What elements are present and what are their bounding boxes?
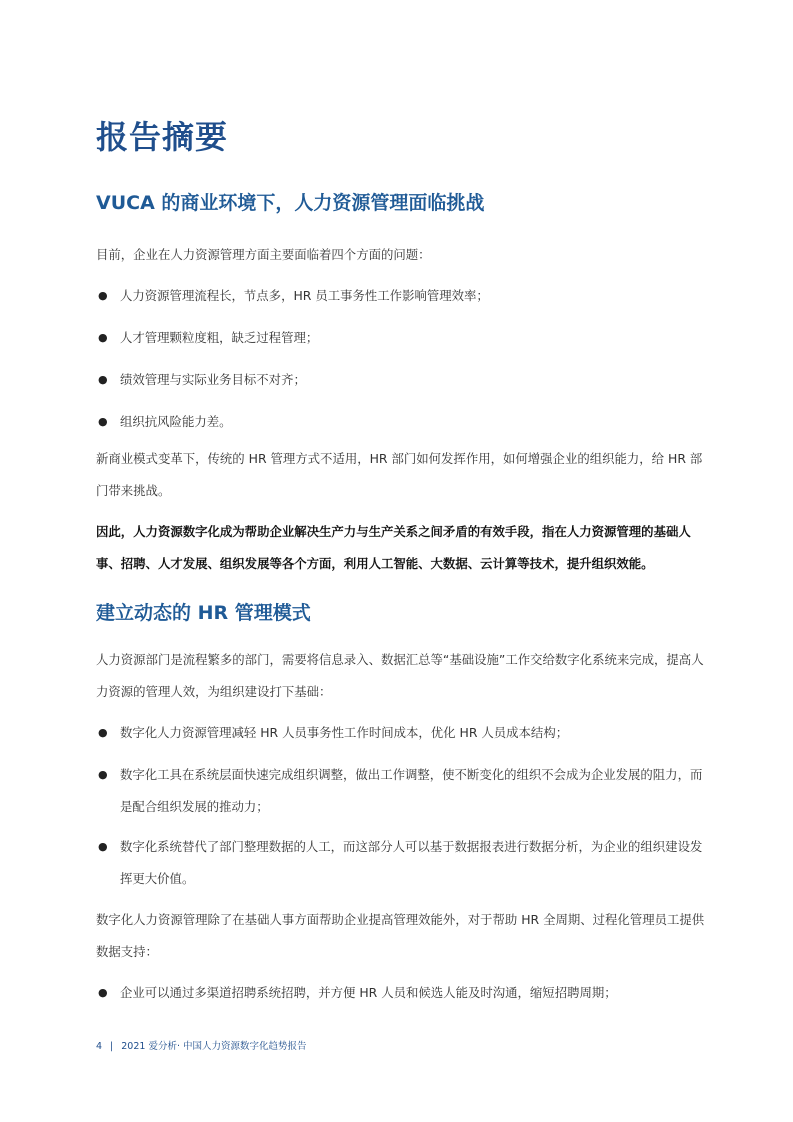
list-item	[96, 364, 708, 396]
list-item-text: 数字化工具在系统层面快速完成组织调整，做出工作调整，使不断变化的组织不会成为企业发展的阻力，而是配合组织发展的推动力；	[120, 767, 703, 814]
bullet-icon: ●	[98, 331, 108, 344]
section1-bold-paragraph: 因此，人力资源数字化成为帮助企业解决生产力与生产关系之间矛盾的有效手段，指在人力资源管理的基础人事、招聘、人才发展、组织发展等各个方面，利用人工智能、大数据、云计算等技术，提升组织效能。	[96, 524, 691, 571]
list-item	[96, 717, 708, 749]
list-item	[96, 759, 708, 823]
section2-paragraph: 数字化人力资源管理除了在基础人事方面帮助企业提高管理效能外，对于帮助 HR 全周期、过程化管理员工提供数据支持：	[96, 912, 705, 959]
bullet-icon: ●	[98, 289, 108, 302]
section2-intro: 人力资源部门是流程繁多的部门，需要将信息录入、数据汇总等“基础设施”工作交给数字化系统来完成，提高人力资源的管理人效，为组织建设打下基础：	[96, 652, 704, 699]
list-item-text: 人力资源管理流程长，节点多，HR 员工事务性工作影响管理效率；	[120, 288, 489, 303]
section1-intro: 目前，企业在人力资源管理方面主要面临着四个方面的问题：	[96, 247, 431, 262]
list-item-text: 组织抗风险能力差。	[120, 414, 232, 429]
list-item-text: 企业可以通过多渠道招聘系统招聘，并方便 HR 人员和候选人能及时沟通，缩短招聘周期；	[120, 985, 617, 1000]
page-number: 4	[96, 1041, 103, 1052]
footer-separator: |	[110, 1041, 114, 1052]
bullet-icon: ●	[98, 415, 108, 428]
section1-paragraph: 新商业模式变革下，传统的 HR 管理方式不适用，HR 部门如何发挥作用，如何增强企业的组织能力，给 HR 部门带来挑战。	[96, 451, 703, 498]
page-footer	[96, 1038, 307, 1052]
bullet-icon: ●	[98, 373, 108, 386]
page-title: 报告摘要	[96, 118, 229, 156]
bullet-icon: ●	[98, 986, 108, 999]
section-heading-vuca: VUCA 的商业环境下，人力资源管理面临挑战	[96, 192, 485, 214]
list-item-text: 绩效管理与实际业务目标不对齐；	[120, 372, 306, 387]
bullet-icon: ●	[98, 840, 108, 853]
bullet-icon: ●	[98, 726, 108, 739]
section-heading-hr-model: 建立动态的 HR 管理模式	[96, 602, 311, 624]
list-item	[96, 280, 708, 312]
list-item	[96, 322, 708, 354]
list-item-text: 人才管理颗粒度粗，缺乏过程管理；	[120, 330, 319, 345]
footer-report-title: 2021 爱分析· 中国人力资源数字化趋势报告	[121, 1041, 307, 1052]
bullet-icon: ●	[98, 768, 108, 781]
list-item	[96, 831, 708, 895]
list-item	[96, 406, 708, 438]
list-item-text: 数字化人力资源管理减轻 HR 人员事务性工作时间成本，优化 HR 人员成本结构；	[120, 725, 569, 740]
list-item	[96, 977, 708, 1009]
list-item-text: 数字化系统替代了部门整理数据的人工，而这部分人可以基于数据报表进行数据分析，为企业的组织建设发挥更大价值。	[120, 839, 703, 886]
